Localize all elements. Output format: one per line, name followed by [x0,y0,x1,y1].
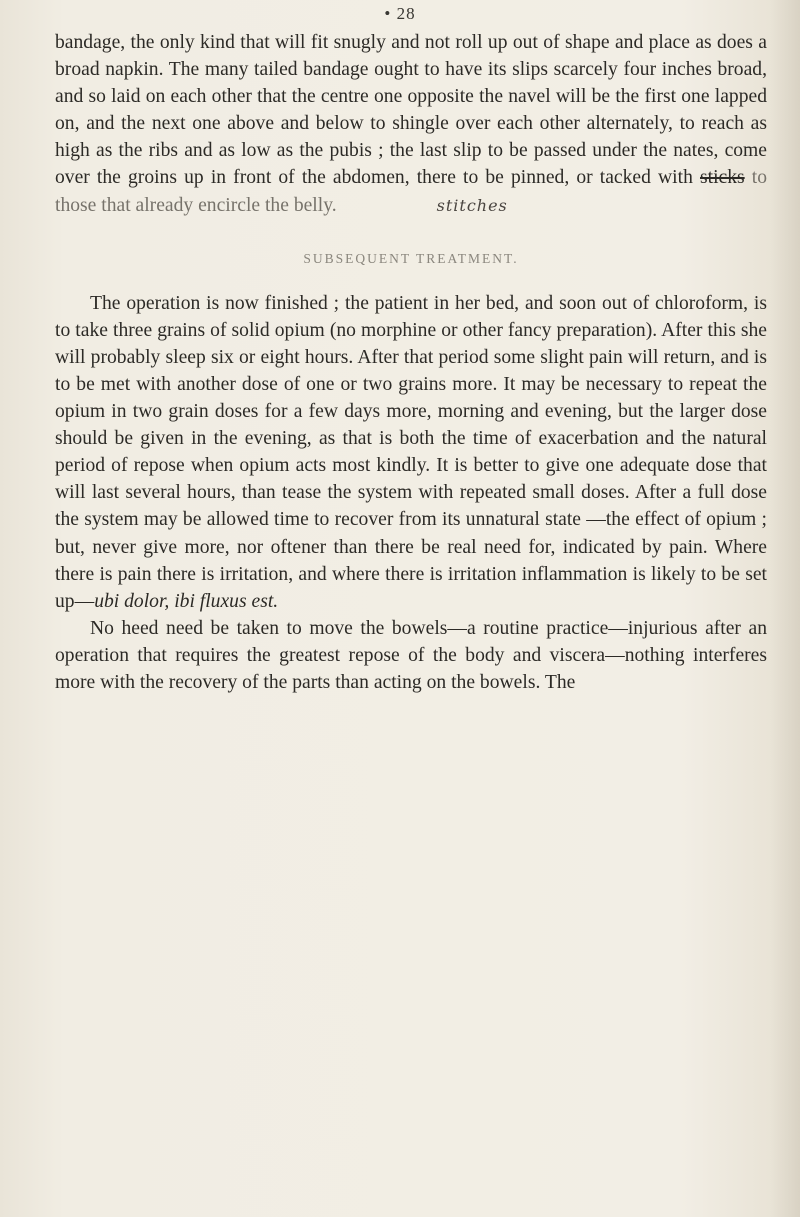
paragraph-bowels: No heed need be taken to move the bowels—a routine practice—injurious after an operation that requires the greatest repose of the body and viscera—nothing interferes more with the recovery of the parts than acting on the bowels. The [55,617,767,693]
page-edge-shadow [770,0,800,1217]
paragraph-bandage-text-b: to those that already encircle the belly. [55,167,768,216]
latin-phrase: ubi dolor, ibi fluxus est. [94,590,279,612]
handwritten-annotation: stitches [436,195,508,215]
page-number: • 28 [384,4,416,23]
page-body [55,29,767,696]
paragraph-bandage [55,29,767,219]
paragraph-treatment [55,290,767,615]
paragraph-bandage-text-a: bandage, the only kind that will fit snugly and not roll up out of shape and place as does a broad napkin. The many tailed bandage ought to have its slips scarcely four inches broad, and so laid on each other that the centre one opposite the navel will be the first one lapped on, and the next one above and below to shingle over each other alternately, to reach as high as the ribs and as low as the pubis ; the last slip to be passed under the nates, come over the groins up in front of the abdomen, there to be pinned, or tacked with [55,32,767,189]
struck-word: sticks [700,167,745,189]
section-heading: SUBSEQUENT TREATMENT. [303,250,519,266]
paragraph-treatment-text-a: The operation is now finished ; the patient in her bed, and soon out of chloroform, is to take three grains of solid opium (no morphine or other fancy preparation). After this she will probably sleep six or eight hours. After that period some slight pain will return, and is to be met with another dose of one or two grains more. It may be necessary to repeat the opium in two grain doses for a few days more, morning and evening, but the larger dose should be given in the evening, as that is both the time of exacerbation and the natural period of repose when opium acts most kindly. It is better to give one adequate dose that will last several hours, than tease the system with repeated small doses. After a full dose the system may be allowed time to recover from its unnatural state —the effect of opium ; but, never give more, nor oftener than there be real need for, indicated by pain. Where there is pain there is irritation, and where there is irritation inflammation is likely to be set up— [55,292,767,612]
